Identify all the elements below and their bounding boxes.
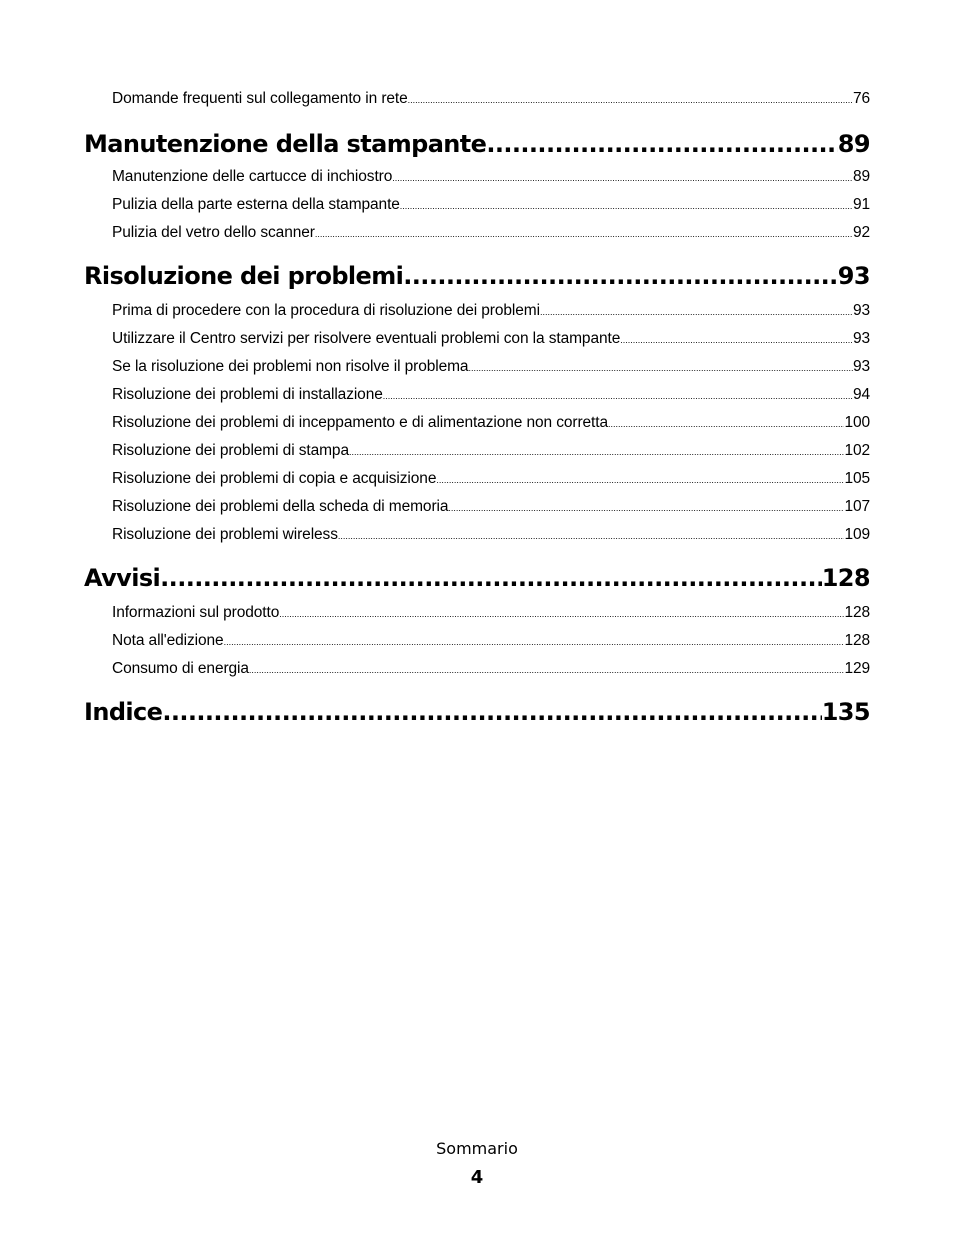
toc-entry-page: 89 bbox=[852, 168, 870, 185]
toc-entry-page: 94 bbox=[852, 386, 870, 403]
toc-entry-page: 128 bbox=[844, 604, 870, 621]
toc-entry-title: Domande frequenti sul collegamento in rete bbox=[112, 90, 408, 107]
toc-dot-leader bbox=[436, 475, 844, 485]
toc-entry-title: Risoluzione dei problemi di installazione bbox=[112, 386, 383, 403]
toc-dot-leader bbox=[408, 95, 853, 105]
toc-entry-title: Risoluzione dei problemi della scheda di memoria bbox=[112, 498, 449, 515]
toc-entry-title: Informazioni sul prodotto bbox=[112, 604, 280, 621]
toc-dot-leader bbox=[349, 447, 844, 457]
toc-dot-leader bbox=[400, 201, 853, 211]
toc-entry-page: 76 bbox=[852, 90, 870, 107]
toc-entry[interactable] bbox=[112, 414, 870, 436]
toc-dot-leader bbox=[392, 173, 853, 183]
toc-dot-leader bbox=[249, 665, 845, 675]
toc-entry-page: 105 bbox=[844, 470, 870, 487]
toc-entry[interactable] bbox=[112, 386, 870, 408]
toc-dot-leader bbox=[403, 262, 838, 290]
toc-entry[interactable] bbox=[112, 330, 870, 352]
toc-chapter-title: Indice bbox=[84, 698, 163, 726]
toc-dot-leader bbox=[279, 609, 844, 619]
toc-dot-leader bbox=[468, 363, 853, 373]
toc-entry-title: Nota all'edizione bbox=[112, 632, 224, 649]
toc-dot-leader bbox=[448, 503, 844, 513]
toc-entry-title: Manutenzione delle cartucce di inchiostro bbox=[112, 168, 393, 185]
toc-dot-leader bbox=[224, 637, 845, 647]
toc-dot-leader bbox=[540, 307, 853, 317]
toc-dot-leader bbox=[338, 531, 845, 541]
toc-entry[interactable] bbox=[112, 604, 870, 626]
toc-chapter-page: 135 bbox=[821, 698, 870, 726]
toc-chapter-title: Risoluzione dei problemi bbox=[84, 262, 404, 290]
footer-page-number: 4 bbox=[470, 1167, 484, 1188]
toc-entry-page: 91 bbox=[852, 196, 870, 213]
toc-entry-page: 109 bbox=[844, 526, 870, 543]
toc-entry[interactable] bbox=[112, 442, 870, 464]
toc-entry[interactable] bbox=[112, 224, 870, 246]
toc-entry-title: Risoluzione dei problemi di stampa bbox=[112, 442, 349, 459]
toc-entry-title: Risoluzione dei problemi di copia e acquisizione bbox=[112, 470, 437, 487]
toc-entry-page: 128 bbox=[844, 632, 870, 649]
toc-entry-page: 107 bbox=[844, 498, 870, 515]
toc-chapter-page: 128 bbox=[821, 564, 870, 592]
toc-entry-title: Risoluzione dei problemi wireless bbox=[112, 526, 338, 543]
toc-entry-title: Pulizia del vetro dello scanner bbox=[112, 224, 315, 241]
toc-entry-title: Pulizia della parte esterna della stampante bbox=[112, 196, 400, 213]
toc-entry-page: 100 bbox=[844, 414, 870, 431]
toc-dot-leader bbox=[315, 229, 853, 239]
toc-chapter[interactable] bbox=[84, 262, 870, 296]
toc-entry[interactable] bbox=[112, 526, 870, 548]
toc-chapter[interactable] bbox=[84, 698, 870, 732]
toc-entry-title: Se la risoluzione dei problemi non risolve il problema bbox=[112, 358, 469, 375]
toc-chapter-title: Avvisi bbox=[84, 564, 161, 592]
toc-entry[interactable] bbox=[112, 302, 870, 324]
toc-dot-leader bbox=[160, 564, 822, 592]
toc-chapter-page: 93 bbox=[837, 262, 870, 290]
toc-chapter-title: Manutenzione della stampante bbox=[84, 130, 487, 158]
toc-dot-leader bbox=[162, 698, 821, 726]
toc-entry[interactable] bbox=[112, 498, 870, 520]
toc-entry-title: Utilizzare il Centro servizi per risolvere eventuali problemi con la stampante bbox=[112, 330, 621, 347]
toc-entry-title: Risoluzione dei problemi di inceppamento e di alimentazione non corretta bbox=[112, 414, 608, 431]
toc-dot-leader bbox=[608, 419, 844, 429]
toc-dot-leader bbox=[620, 335, 853, 345]
toc-entry[interactable] bbox=[112, 470, 870, 492]
toc-entry-page: 93 bbox=[852, 330, 870, 347]
toc-entry-title: Prima di procedere con la procedura di risoluzione dei problemi bbox=[112, 302, 540, 319]
toc-entry-page: 92 bbox=[852, 224, 870, 241]
toc-chapter[interactable] bbox=[84, 130, 870, 164]
toc-entry[interactable] bbox=[112, 660, 870, 682]
toc-entry-page: 129 bbox=[844, 660, 870, 677]
toc-entry[interactable] bbox=[112, 90, 870, 112]
toc-chapter-page: 89 bbox=[837, 130, 870, 158]
toc-entry[interactable] bbox=[112, 196, 870, 218]
toc-entry-page: 93 bbox=[852, 302, 870, 319]
toc-dot-leader bbox=[486, 130, 837, 158]
toc-entry[interactable] bbox=[112, 168, 870, 190]
toc-dot-leader bbox=[383, 391, 853, 401]
toc-entry[interactable] bbox=[112, 358, 870, 380]
toc-entry[interactable] bbox=[112, 632, 870, 654]
toc-entry-page: 93 bbox=[852, 358, 870, 375]
toc-entry-title: Consumo di energia bbox=[112, 660, 249, 677]
toc-chapter[interactable] bbox=[84, 564, 870, 598]
footer-section-label: Sommario bbox=[436, 1139, 518, 1158]
toc-entry-page: 102 bbox=[844, 442, 870, 459]
